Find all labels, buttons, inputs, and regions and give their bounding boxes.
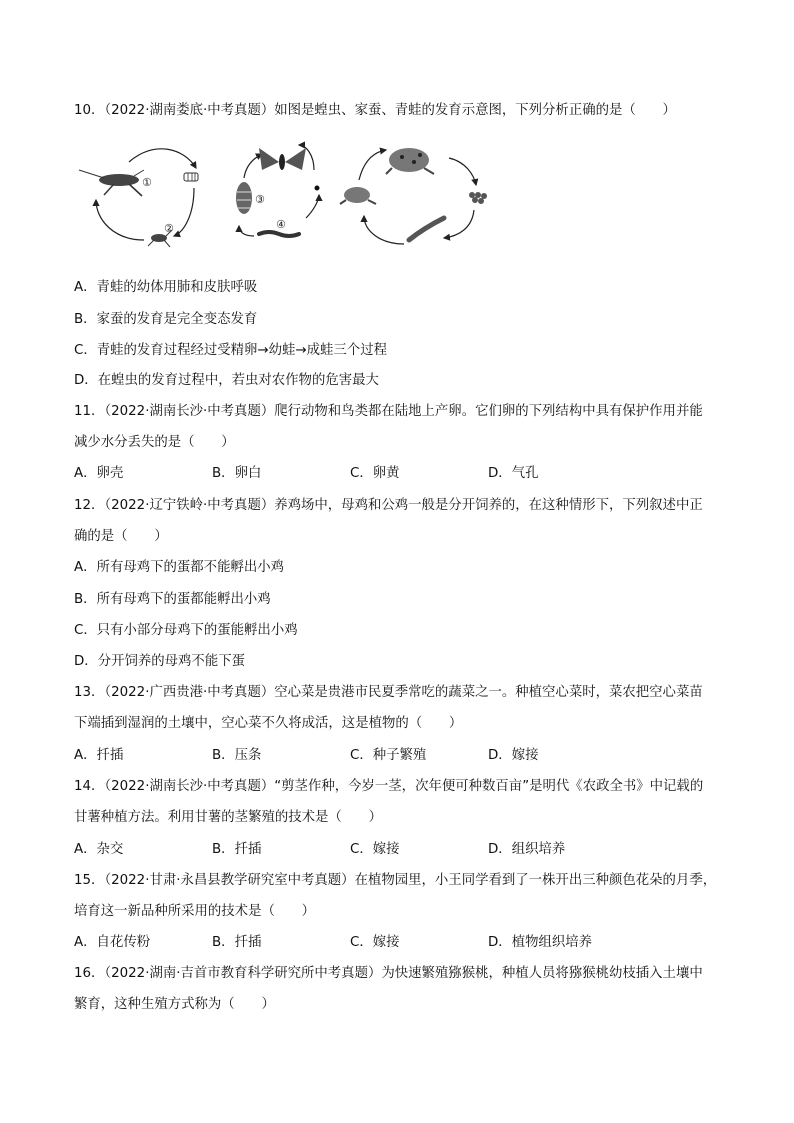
q16-stem-line2: 繁育，这种生殖方式称为（ ） bbox=[74, 997, 275, 1012]
silkworm-egg-icon bbox=[315, 186, 320, 191]
q11-option-a[interactable]: A．卵壳 bbox=[74, 466, 124, 481]
q16-stem-line1: 16．（2022·湖南·吉首市教育科学研究所中考真题）为快速繁殖猕猴桃，种植人员将猕猴桃幼枝插入土壤中 bbox=[74, 966, 703, 981]
locust-eggs-icon bbox=[184, 173, 198, 181]
locust-cycle bbox=[79, 149, 198, 247]
q14-option-a[interactable]: A．杂交 bbox=[74, 842, 124, 857]
q14-stem-line1: 14．（2022·湖南长沙·中考真题）“剪茎作种，今岁一茎，次年便可种数百亩”是明代《农政全书》中记载的 bbox=[74, 779, 704, 794]
q15-option-c[interactable]: C．嫁接 bbox=[350, 935, 400, 950]
q10-option-c[interactable]: C．青蛙的发育过程经过受精卵→幼蛙→成蛙三个过程 bbox=[74, 343, 387, 358]
q13-option-d[interactable]: D．嫁接 bbox=[488, 748, 539, 763]
q12-option-c[interactable]: C．只有小部分母鸡下的蛋能孵出小鸡 bbox=[74, 623, 298, 638]
q10-option-a[interactable]: A．青蛙的幼体用肺和皮肤呼吸 bbox=[74, 280, 258, 295]
q11-option-c[interactable]: C．卵黄 bbox=[350, 466, 400, 481]
q13-option-a[interactable]: A．扦插 bbox=[74, 748, 124, 763]
q14-option-b[interactable]: B．扦插 bbox=[212, 842, 262, 857]
tadpole-icon bbox=[409, 218, 444, 240]
label-4: ④ bbox=[276, 218, 286, 231]
q13-option-b[interactable]: B．压条 bbox=[212, 748, 262, 763]
q15-option-a[interactable]: A．自花传粉 bbox=[74, 935, 151, 950]
q11-option-d[interactable]: D．气孔 bbox=[488, 466, 539, 481]
label-3: ③ bbox=[255, 193, 265, 206]
q12-option-b[interactable]: B．所有母鸡下的蛋都能孵出小鸡 bbox=[74, 592, 271, 607]
q13-option-c[interactable]: C．种子繁殖 bbox=[350, 748, 427, 763]
silk-moth-icon bbox=[259, 148, 306, 170]
q14-option-c[interactable]: C．嫁接 bbox=[350, 842, 400, 857]
frog-eggs-icon bbox=[469, 192, 487, 204]
q10-option-b[interactable]: B．家蚕的发育是完全变态发育 bbox=[74, 312, 258, 327]
q11-stem-line2: 减少水分丢失的是（ ） bbox=[74, 435, 235, 450]
q15-options bbox=[74, 934, 734, 952]
development-diagram-svg bbox=[74, 140, 504, 260]
label-2: ② bbox=[164, 222, 174, 235]
q12-stem-line1: 12．（2022·辽宁铁岭·中考真题）养鸡场中，母鸡和公鸡一般是分开饲养的，在这种情形下，下列叙述中正 bbox=[74, 498, 703, 513]
q11-stem-line1: 11．（2022·湖南长沙·中考真题）爬行动物和鸟类都在陆地上产卵。它们卵的下列结构中具有保护作用并能 bbox=[74, 404, 703, 419]
q15-option-d[interactable]: D．植物组织培养 bbox=[488, 935, 593, 950]
q12-option-d[interactable]: D．分开饲养的母鸡不能下蛋 bbox=[74, 654, 245, 669]
q13-stem-line1: 13．（2022·广西贵港·中考真题）空心菜是贵港市民夏季常吃的蔬菜之一。种植空心菜时，菜农把空心菜苗 bbox=[74, 685, 703, 700]
development-diagram bbox=[74, 140, 504, 260]
q14-stem-line2: 甘薯种植方法。利用甘薯的茎繁殖的技术是（ ） bbox=[74, 810, 382, 825]
label-1: ① bbox=[142, 176, 152, 189]
q12-option-a[interactable]: A．所有母鸡下的蛋都不能孵出小鸡 bbox=[74, 560, 285, 575]
q15-stem-line1: 15．（2022·甘肃·永昌县教学研究室中考真题）在植物园里，小王同学看到了一株开出三种颜色花朵的月季， bbox=[74, 873, 717, 888]
q14-options bbox=[74, 841, 734, 859]
q10-option-d[interactable]: D．在蝗虫的发育过程中，若虫对农作物的危害最大 bbox=[74, 373, 379, 388]
q11-options bbox=[74, 465, 734, 483]
q15-stem-line2: 培育这一新品种所采用的技术是（ ） bbox=[74, 904, 316, 919]
q15-option-b[interactable]: B．扦插 bbox=[212, 935, 262, 950]
silkworm-pupa-icon bbox=[236, 182, 252, 214]
silkworm-larva-icon bbox=[259, 232, 299, 236]
q10-stem: 10．（2022·湖南娄底·中考真题）如图是蝗虫、家蚕、青蛙的发育示意图，下列分析正确的是（ ） bbox=[74, 103, 676, 118]
frog-cycle bbox=[340, 148, 487, 244]
q11-option-b[interactable]: B．卵白 bbox=[212, 466, 262, 481]
adult-locust-icon bbox=[79, 170, 144, 196]
q13-options bbox=[74, 747, 734, 765]
adult-frog-icon bbox=[386, 148, 434, 174]
q13-stem-line2: 下端插到湿润的土壤中，空心菜不久将成活，这是植物的（ ） bbox=[74, 716, 463, 731]
young-frog-icon bbox=[340, 187, 376, 204]
q14-option-d[interactable]: D．组织培养 bbox=[488, 842, 566, 857]
silkworm-cycle bbox=[236, 145, 320, 236]
q12-stem-line2: 确的是（ ） bbox=[74, 529, 168, 544]
